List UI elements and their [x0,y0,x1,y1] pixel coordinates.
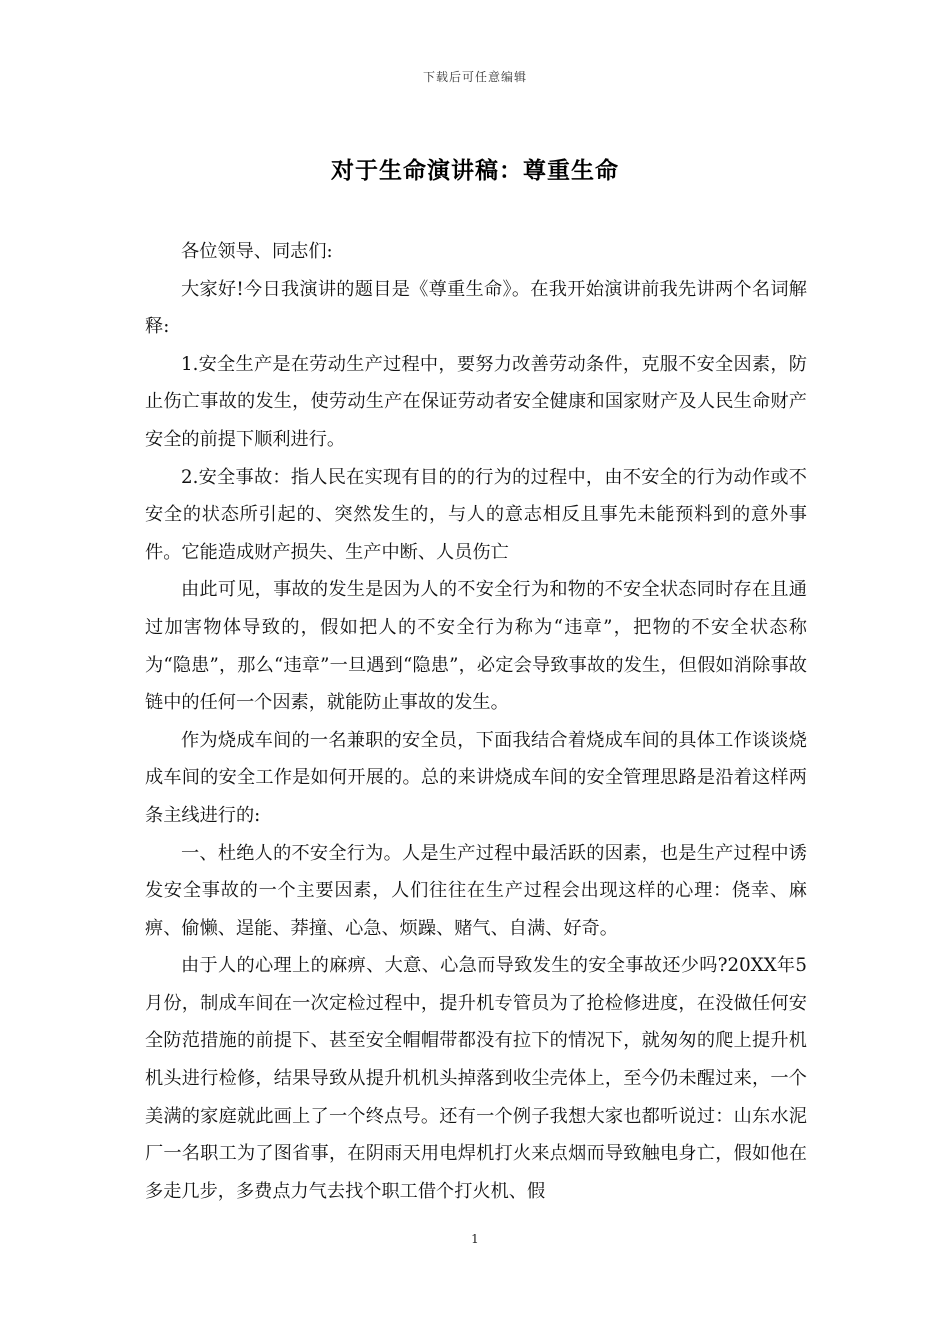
paragraph-conclusion: 由此可见，事故的发生是因为人的不安全行为和物的不安全状态同时存在且通过加害物体导致的，假如把人的不安全行为称为“违章”，把物的不安全状态称为“隐患”，那么“违章”一旦遇到“隐患”，必定会导致事故的发生，但假如消除事故链中的任何一个因素，就能防止事故的发生。 [145,579,807,714]
paragraph-greeting: 各位领导、同志们: [181,241,333,262]
paragraph-intro: 大家好!今日我演讲的题目是《尊重生命》。在我开始演讲前我先讲两个名词解释: [145,278,807,338]
header-note: 下载后可任意编辑 [422,70,527,84]
document-title: 对于生命演讲稿：尊重生命 [331,158,619,184]
paragraph-role: 作为烧成车间的一名兼职的安全员，下面我结合着烧成车间的具体工作谈谈烧成车间的安全工作是如何开展的。总的来讲烧成车间的安全管理思路是沿着这样两条主线进行的: [145,729,807,826]
paragraph-section-1: 一、杜绝人的不安全行为。人是生产过程中最活跃的因素，也是生产过程中诱发安全事故的一个主要因素，人们往往在生产过程会出现这样的心理：侥幸、麻痹、偷懒、逞能、莽撞、心急、烦躁、赌气、自满、好奇。 [145,842,807,939]
paragraph-examples: 由于人的心理上的麻痹、大意、心急而导致发生的安全事故还少吗?20XX年5月份，制成车间在一次定检过程中，提升机专管员为了抢检修进度，在没做任何安全防范措施的前提下、甚至安全帽帽带都没有拉下的情况下，就匆匆的爬上提升机机头进行检修，结果导致从提升机机头掉落到收尘壳体上，至今仍未醒过来，一个美满的家庭就此画上了一个终点号。还有一个例子我想大家也都听说过：山东水泥厂一名职工为了图省事，在阴雨天用电焊机打火来点烟而导致触电身亡，假如他在多走几步，多费点力气去找个职工借个打火机、假 [145,955,807,1202]
page-number: 1 [471,1232,479,1246]
document-body [145,233,807,1210]
paragraph-definition-2: 2.安全事故：指人民在实现有目的的行为的过程中，由不安全的行为动作或不安全的状态所引起的、突然发生的，与人的意志相反且事先未能预料到的意外事件。它能造成财产损失、生产中断、人员伤亡 [145,466,807,563]
paragraph-definition-1: 1.安全生产是在劳动生产过程中，要努力改善劳动条件，克服不安全因素，防止伤亡事故的发生，使劳动生产在保证劳动者安全健康和国家财产及人民生命财产安全的前提下顺利进行。 [145,353,807,450]
